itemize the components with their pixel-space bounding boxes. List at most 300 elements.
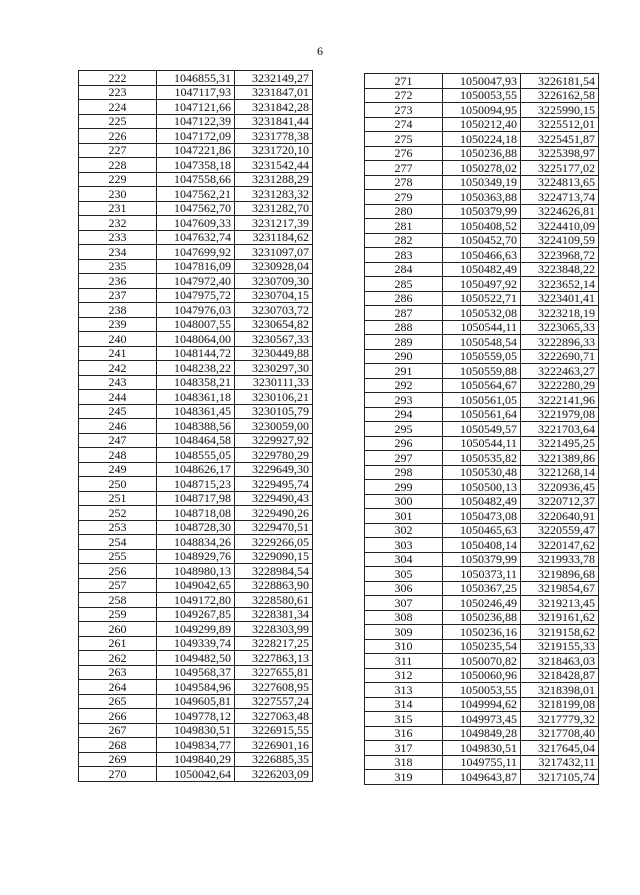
table-row <box>79 723 313 738</box>
point-number-cell: 240 <box>79 332 157 347</box>
table-row <box>79 578 313 593</box>
table-row <box>79 288 313 303</box>
table-row <box>365 538 599 553</box>
point-number-cell: 239 <box>79 317 157 332</box>
table-row <box>365 755 599 770</box>
point-number-cell: 256 <box>79 564 157 579</box>
point-number-cell: 226 <box>79 129 157 144</box>
table-row <box>365 364 599 379</box>
point-number-cell: 250 <box>79 477 157 492</box>
x-coordinate-cell: 1050379,99 <box>443 204 521 219</box>
y-coordinate-cell: 3222690,71 <box>521 349 599 364</box>
point-number-cell: 276 <box>365 146 443 161</box>
y-coordinate-cell: 3230654,82 <box>235 317 313 332</box>
y-coordinate-cell: 3229490,26 <box>235 506 313 521</box>
point-number-cell: 249 <box>79 462 157 477</box>
point-number-cell: 227 <box>79 143 157 158</box>
point-number-cell: 292 <box>365 378 443 393</box>
table-row <box>79 622 313 637</box>
point-number-cell: 237 <box>79 288 157 303</box>
y-coordinate-cell: 3231288,29 <box>235 172 313 187</box>
point-number-cell: 309 <box>365 625 443 640</box>
table-row <box>365 654 599 669</box>
table-row <box>365 407 599 422</box>
point-number-cell: 238 <box>79 303 157 318</box>
x-coordinate-cell: 1049605,81 <box>157 694 235 709</box>
y-coordinate-cell: 3219161,62 <box>521 610 599 625</box>
x-coordinate-cell: 1047221,86 <box>157 143 235 158</box>
point-number-cell: 264 <box>79 680 157 695</box>
point-number-cell: 251 <box>79 491 157 506</box>
x-coordinate-cell: 1050236,88 <box>443 146 521 161</box>
x-coordinate-cell: 1047699,92 <box>157 245 235 260</box>
y-coordinate-cell: 3217779,32 <box>521 712 599 727</box>
x-coordinate-cell: 1050373,11 <box>443 567 521 582</box>
point-number-cell: 233 <box>79 230 157 245</box>
x-coordinate-cell: 1047972,40 <box>157 274 235 289</box>
table-row <box>365 581 599 596</box>
y-coordinate-cell: 3220936,45 <box>521 480 599 495</box>
x-coordinate-cell: 1050544,11 <box>443 320 521 335</box>
y-coordinate-cell: 3232149,27 <box>235 71 313 86</box>
y-coordinate-cell: 3231282,70 <box>235 201 313 216</box>
y-coordinate-cell: 3231217,39 <box>235 216 313 231</box>
x-coordinate-cell: 1050094,95 <box>443 103 521 118</box>
table-row <box>79 520 313 535</box>
table-row <box>79 346 313 361</box>
point-number-cell: 268 <box>79 738 157 753</box>
y-coordinate-cell: 3229490,43 <box>235 491 313 506</box>
table-row <box>79 230 313 245</box>
table-row <box>365 219 599 234</box>
point-number-cell: 318 <box>365 755 443 770</box>
coordinates-table-left <box>78 70 313 782</box>
y-coordinate-cell: 3219896,68 <box>521 567 599 582</box>
x-coordinate-cell: 1050070,82 <box>443 654 521 669</box>
table-row <box>79 564 313 579</box>
y-coordinate-cell: 3229927,92 <box>235 433 313 448</box>
y-coordinate-cell: 3221268,14 <box>521 465 599 480</box>
x-coordinate-cell: 1049840,29 <box>157 752 235 767</box>
table-row <box>79 506 313 521</box>
table-row <box>365 509 599 524</box>
point-number-cell: 311 <box>365 654 443 669</box>
y-coordinate-cell: 3231283,32 <box>235 187 313 202</box>
point-number-cell: 285 <box>365 277 443 292</box>
x-coordinate-cell: 1049568,37 <box>157 665 235 680</box>
table-row <box>79 607 313 622</box>
x-coordinate-cell: 1048715,23 <box>157 477 235 492</box>
point-number-cell: 293 <box>365 393 443 408</box>
point-number-cell: 275 <box>365 132 443 147</box>
point-number-cell: 224 <box>79 100 157 115</box>
y-coordinate-cell: 3221979,08 <box>521 407 599 422</box>
point-number-cell: 247 <box>79 433 157 448</box>
y-coordinate-cell: 3219933,78 <box>521 552 599 567</box>
table-row <box>79 129 313 144</box>
table-row <box>79 303 313 318</box>
x-coordinate-cell: 1050561,05 <box>443 393 521 408</box>
x-coordinate-cell: 1050482,49 <box>443 494 521 509</box>
x-coordinate-cell: 1048238,22 <box>157 361 235 376</box>
x-coordinate-cell: 1050452,70 <box>443 233 521 248</box>
x-coordinate-cell: 1049267,85 <box>157 607 235 622</box>
table-row <box>79 419 313 434</box>
table-row <box>365 161 599 176</box>
y-coordinate-cell: 3229780,29 <box>235 448 313 463</box>
y-coordinate-cell: 3231097,07 <box>235 245 313 260</box>
table-row <box>365 175 599 190</box>
y-coordinate-cell: 3230704,15 <box>235 288 313 303</box>
table-row <box>365 277 599 292</box>
table-row <box>79 549 313 564</box>
table-row <box>365 349 599 364</box>
point-number-cell: 286 <box>365 291 443 306</box>
x-coordinate-cell: 1047562,21 <box>157 187 235 202</box>
point-number-cell: 258 <box>79 593 157 608</box>
x-coordinate-cell: 1050367,25 <box>443 581 521 596</box>
point-number-cell: 310 <box>365 639 443 654</box>
point-number-cell: 291 <box>365 364 443 379</box>
x-coordinate-cell: 1048361,45 <box>157 404 235 419</box>
y-coordinate-cell: 3225451,87 <box>521 132 599 147</box>
y-coordinate-cell: 3221389,86 <box>521 451 599 466</box>
x-coordinate-cell: 1048064,00 <box>157 332 235 347</box>
table-row <box>79 332 313 347</box>
point-number-cell: 319 <box>365 770 443 785</box>
point-number-cell: 316 <box>365 726 443 741</box>
table-row <box>79 738 313 753</box>
point-number-cell: 306 <box>365 581 443 596</box>
y-coordinate-cell: 3223401,41 <box>521 291 599 306</box>
y-coordinate-cell: 3221703,64 <box>521 422 599 437</box>
table-row <box>365 610 599 625</box>
table-row <box>79 114 313 129</box>
x-coordinate-cell: 1050500,13 <box>443 480 521 495</box>
y-coordinate-cell: 3223065,33 <box>521 320 599 335</box>
point-number-cell: 241 <box>79 346 157 361</box>
table-row <box>365 770 599 785</box>
y-coordinate-cell: 3230703,72 <box>235 303 313 318</box>
point-number-cell: 236 <box>79 274 157 289</box>
y-coordinate-cell: 3230106,21 <box>235 390 313 405</box>
point-number-cell: 245 <box>79 404 157 419</box>
point-number-cell: 229 <box>79 172 157 187</box>
table-row <box>365 436 599 451</box>
table-row <box>79 491 313 506</box>
table-row <box>79 143 313 158</box>
table-row <box>365 204 599 219</box>
x-coordinate-cell: 1050561,64 <box>443 407 521 422</box>
x-coordinate-cell: 1047172,09 <box>157 129 235 144</box>
y-coordinate-cell: 3231184,62 <box>235 230 313 245</box>
table-row <box>365 552 599 567</box>
x-coordinate-cell: 1049482,50 <box>157 651 235 666</box>
x-coordinate-cell: 1050363,88 <box>443 190 521 205</box>
x-coordinate-cell: 1048555,05 <box>157 448 235 463</box>
x-coordinate-cell: 1049830,51 <box>443 741 521 756</box>
point-number-cell: 307 <box>365 596 443 611</box>
x-coordinate-cell: 1050379,99 <box>443 552 521 567</box>
table-row <box>79 85 313 100</box>
y-coordinate-cell: 3219155,33 <box>521 639 599 654</box>
y-coordinate-cell: 3223848,22 <box>521 262 599 277</box>
x-coordinate-cell: 1047975,72 <box>157 288 235 303</box>
table-row <box>365 741 599 756</box>
point-number-cell: 288 <box>365 320 443 335</box>
point-number-cell: 271 <box>365 74 443 89</box>
point-number-cell: 231 <box>79 201 157 216</box>
y-coordinate-cell: 3223218,19 <box>521 306 599 321</box>
y-coordinate-cell: 3229090,15 <box>235 549 313 564</box>
y-coordinate-cell: 3220640,91 <box>521 509 599 524</box>
point-number-cell: 257 <box>79 578 157 593</box>
y-coordinate-cell: 3223652,14 <box>521 277 599 292</box>
point-number-cell: 273 <box>365 103 443 118</box>
y-coordinate-cell: 3227557,24 <box>235 694 313 709</box>
y-coordinate-cell: 3222280,29 <box>521 378 599 393</box>
point-number-cell: 223 <box>79 85 157 100</box>
y-coordinate-cell: 3220712,37 <box>521 494 599 509</box>
point-number-cell: 295 <box>365 422 443 437</box>
point-number-cell: 301 <box>365 509 443 524</box>
y-coordinate-cell: 3224109,59 <box>521 233 599 248</box>
y-coordinate-cell: 3226203,09 <box>235 767 313 782</box>
y-coordinate-cell: 3229495,74 <box>235 477 313 492</box>
x-coordinate-cell: 1050236,88 <box>443 610 521 625</box>
y-coordinate-cell: 3230709,30 <box>235 274 313 289</box>
point-number-cell: 294 <box>365 407 443 422</box>
x-coordinate-cell: 1050235,54 <box>443 639 521 654</box>
y-coordinate-cell: 3228217,25 <box>235 636 313 651</box>
table-row <box>79 477 313 492</box>
y-coordinate-cell: 3218428,87 <box>521 668 599 683</box>
table-row <box>79 317 313 332</box>
x-coordinate-cell: 1049778,12 <box>157 709 235 724</box>
y-coordinate-cell: 3230105,79 <box>235 404 313 419</box>
point-number-cell: 235 <box>79 259 157 274</box>
table-row <box>365 712 599 727</box>
y-coordinate-cell: 3221495,25 <box>521 436 599 451</box>
table-row <box>365 683 599 698</box>
y-coordinate-cell: 3226162,58 <box>521 88 599 103</box>
y-coordinate-cell: 3226901,16 <box>235 738 313 753</box>
point-number-cell: 222 <box>79 71 157 86</box>
table-row <box>79 245 313 260</box>
table-row <box>365 567 599 582</box>
x-coordinate-cell: 1050212,40 <box>443 117 521 132</box>
point-number-cell: 246 <box>79 419 157 434</box>
x-coordinate-cell: 1050224,18 <box>443 132 521 147</box>
table-row <box>365 465 599 480</box>
table-row <box>365 378 599 393</box>
point-number-cell: 278 <box>365 175 443 190</box>
y-coordinate-cell: 3217708,40 <box>521 726 599 741</box>
y-coordinate-cell: 3222141,96 <box>521 393 599 408</box>
x-coordinate-cell: 1050047,93 <box>443 74 521 89</box>
y-coordinate-cell: 3224713,74 <box>521 190 599 205</box>
x-coordinate-cell: 1049994,62 <box>443 697 521 712</box>
x-coordinate-cell: 1049299,89 <box>157 622 235 637</box>
y-coordinate-cell: 3230928,04 <box>235 259 313 274</box>
x-coordinate-cell: 1048358,21 <box>157 375 235 390</box>
table-row <box>365 480 599 495</box>
y-coordinate-cell: 3228303,99 <box>235 622 313 637</box>
y-coordinate-cell: 3223968,72 <box>521 248 599 263</box>
point-number-cell: 303 <box>365 538 443 553</box>
x-coordinate-cell: 1050053,55 <box>443 88 521 103</box>
x-coordinate-cell: 1049584,96 <box>157 680 235 695</box>
table-row <box>79 462 313 477</box>
point-number-cell: 255 <box>79 549 157 564</box>
table-body-right <box>365 74 599 785</box>
point-number-cell: 297 <box>365 451 443 466</box>
x-coordinate-cell: 1047609,33 <box>157 216 235 231</box>
x-coordinate-cell: 1050349,19 <box>443 175 521 190</box>
point-number-cell: 254 <box>79 535 157 550</box>
point-number-cell: 313 <box>365 683 443 698</box>
point-number-cell: 228 <box>79 158 157 173</box>
x-coordinate-cell: 1050042,64 <box>157 767 235 782</box>
point-number-cell: 314 <box>365 697 443 712</box>
table-row <box>365 132 599 147</box>
point-number-cell: 302 <box>365 523 443 538</box>
table-row <box>365 190 599 205</box>
y-coordinate-cell: 3227655,81 <box>235 665 313 680</box>
x-coordinate-cell: 1049643,87 <box>443 770 521 785</box>
point-number-cell: 312 <box>365 668 443 683</box>
x-coordinate-cell: 1047122,39 <box>157 114 235 129</box>
point-number-cell: 282 <box>365 233 443 248</box>
point-number-cell: 290 <box>365 349 443 364</box>
y-coordinate-cell: 3228381,34 <box>235 607 313 622</box>
table-row <box>79 636 313 651</box>
point-number-cell: 260 <box>79 622 157 637</box>
point-number-cell: 283 <box>365 248 443 263</box>
y-coordinate-cell: 3225177,02 <box>521 161 599 176</box>
point-number-cell: 232 <box>79 216 157 231</box>
x-coordinate-cell: 1048929,76 <box>157 549 235 564</box>
y-coordinate-cell: 3231720,10 <box>235 143 313 158</box>
x-coordinate-cell: 1050497,92 <box>443 277 521 292</box>
table-row <box>79 172 313 187</box>
point-number-cell: 308 <box>365 610 443 625</box>
point-number-cell: 289 <box>365 335 443 350</box>
table-row <box>79 361 313 376</box>
y-coordinate-cell: 3219158,62 <box>521 625 599 640</box>
y-coordinate-cell: 3229266,05 <box>235 535 313 550</box>
point-number-cell: 230 <box>79 187 157 202</box>
y-coordinate-cell: 3231778,38 <box>235 129 313 144</box>
point-number-cell: 305 <box>365 567 443 582</box>
table-row <box>79 752 313 767</box>
y-coordinate-cell: 3230111,33 <box>235 375 313 390</box>
x-coordinate-cell: 1048007,55 <box>157 317 235 332</box>
table-row <box>365 697 599 712</box>
table-row <box>365 248 599 263</box>
y-coordinate-cell: 3225398,97 <box>521 146 599 161</box>
point-number-cell: 284 <box>365 262 443 277</box>
x-coordinate-cell: 1047117,93 <box>157 85 235 100</box>
x-coordinate-cell: 1048144,72 <box>157 346 235 361</box>
table-row <box>79 274 313 289</box>
x-coordinate-cell: 1049755,11 <box>443 755 521 770</box>
y-coordinate-cell: 3219854,67 <box>521 581 599 596</box>
x-coordinate-cell: 1048626,17 <box>157 462 235 477</box>
x-coordinate-cell: 1050532,08 <box>443 306 521 321</box>
table-row <box>365 146 599 161</box>
y-coordinate-cell: 3218199,08 <box>521 697 599 712</box>
point-number-cell: 287 <box>365 306 443 321</box>
table-row <box>365 335 599 350</box>
x-coordinate-cell: 1050465,63 <box>443 523 521 538</box>
table-row <box>79 535 313 550</box>
table-row <box>365 233 599 248</box>
point-number-cell: 300 <box>365 494 443 509</box>
y-coordinate-cell: 3228863,90 <box>235 578 313 593</box>
x-coordinate-cell: 1050549,57 <box>443 422 521 437</box>
point-number-cell: 266 <box>79 709 157 724</box>
y-coordinate-cell: 3230449,88 <box>235 346 313 361</box>
coordinates-table-right <box>364 73 599 785</box>
y-coordinate-cell: 3225512,01 <box>521 117 599 132</box>
table-row <box>79 709 313 724</box>
y-coordinate-cell: 3217105,74 <box>521 770 599 785</box>
y-coordinate-cell: 3231841,44 <box>235 114 313 129</box>
table-row <box>79 665 313 680</box>
point-number-cell: 243 <box>79 375 157 390</box>
table-row <box>365 117 599 132</box>
y-coordinate-cell: 3226885,35 <box>235 752 313 767</box>
y-coordinate-cell: 3220559,47 <box>521 523 599 538</box>
table-row <box>365 523 599 538</box>
x-coordinate-cell: 1050544,11 <box>443 436 521 451</box>
point-number-cell: 234 <box>79 245 157 260</box>
x-coordinate-cell: 1049849,28 <box>443 726 521 741</box>
x-coordinate-cell: 1050236,16 <box>443 625 521 640</box>
y-coordinate-cell: 3227063,48 <box>235 709 313 724</box>
x-coordinate-cell: 1050473,08 <box>443 509 521 524</box>
point-number-cell: 248 <box>79 448 157 463</box>
y-coordinate-cell: 3229470,51 <box>235 520 313 535</box>
table-row <box>365 103 599 118</box>
x-coordinate-cell: 1048980,13 <box>157 564 235 579</box>
x-coordinate-cell: 1050278,02 <box>443 161 521 176</box>
x-coordinate-cell: 1049834,77 <box>157 738 235 753</box>
table-row <box>365 306 599 321</box>
x-coordinate-cell: 1047558,66 <box>157 172 235 187</box>
point-number-cell: 244 <box>79 390 157 405</box>
table-row <box>79 259 313 274</box>
x-coordinate-cell: 1050060,96 <box>443 668 521 683</box>
y-coordinate-cell: 3231842,28 <box>235 100 313 115</box>
table-row <box>79 694 313 709</box>
x-coordinate-cell: 1048728,30 <box>157 520 235 535</box>
table-row <box>79 201 313 216</box>
x-coordinate-cell: 1050408,52 <box>443 219 521 234</box>
y-coordinate-cell: 3222463,27 <box>521 364 599 379</box>
x-coordinate-cell: 1047816,09 <box>157 259 235 274</box>
y-coordinate-cell: 3231847,01 <box>235 85 313 100</box>
x-coordinate-cell: 1049339,74 <box>157 636 235 651</box>
table-row <box>365 291 599 306</box>
table-row <box>79 593 313 608</box>
table-row <box>79 158 313 173</box>
point-number-cell: 270 <box>79 767 157 782</box>
point-number-cell: 265 <box>79 694 157 709</box>
y-coordinate-cell: 3229649,30 <box>235 462 313 477</box>
point-number-cell: 277 <box>365 161 443 176</box>
